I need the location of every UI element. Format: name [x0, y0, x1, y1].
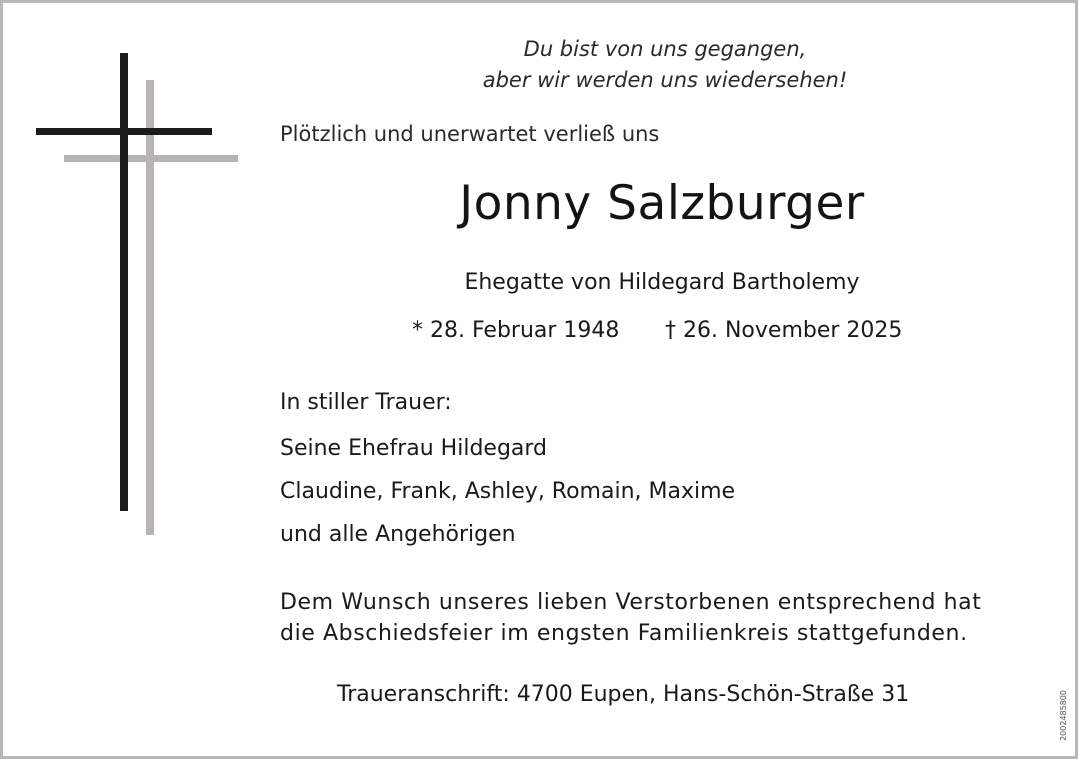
spouse-line: Ehegatte von Hildegard Bartholemy — [464, 270, 860, 295]
notice-line-2: die Abschiedsfeier im engsten Familienkreis stattgefunden. — [280, 621, 968, 646]
mourner-line: und alle Angehörigen — [280, 522, 516, 547]
mourner-line: Claudine, Frank, Ashley, Romain, Maxime — [280, 479, 736, 504]
cross-shadow-vertical — [146, 80, 154, 535]
death-date: † 26. November 2025 — [665, 318, 903, 343]
cross-horizontal — [36, 128, 212, 135]
cross-shadow-horizontal — [64, 155, 238, 162]
mourner-line: Seine Ehefrau Hildegard — [280, 436, 548, 461]
cross-vertical — [120, 53, 128, 511]
intro-text: Plötzlich und unerwartet verließ uns — [280, 122, 660, 146]
mourning-heading: In stiller Trauer: — [280, 390, 452, 415]
ad-code: 2002485800 — [1059, 690, 1068, 741]
notice-line-1: Dem Wunsch unseres lieben Verstorbenen entsprechend hat — [280, 590, 982, 615]
birth-date: * 28. Februar 1948 — [412, 318, 620, 343]
quote-line-1: Du bist von uns gegangen, — [523, 37, 807, 61]
deceased-name: Jonny Salzburger — [459, 176, 865, 231]
quote-line-2: aber wir werden uns wiedersehen! — [482, 68, 848, 92]
funeral-address: Traueranschrift: 4700 Eupen, Hans-Schön-Straße 31 — [337, 682, 910, 707]
